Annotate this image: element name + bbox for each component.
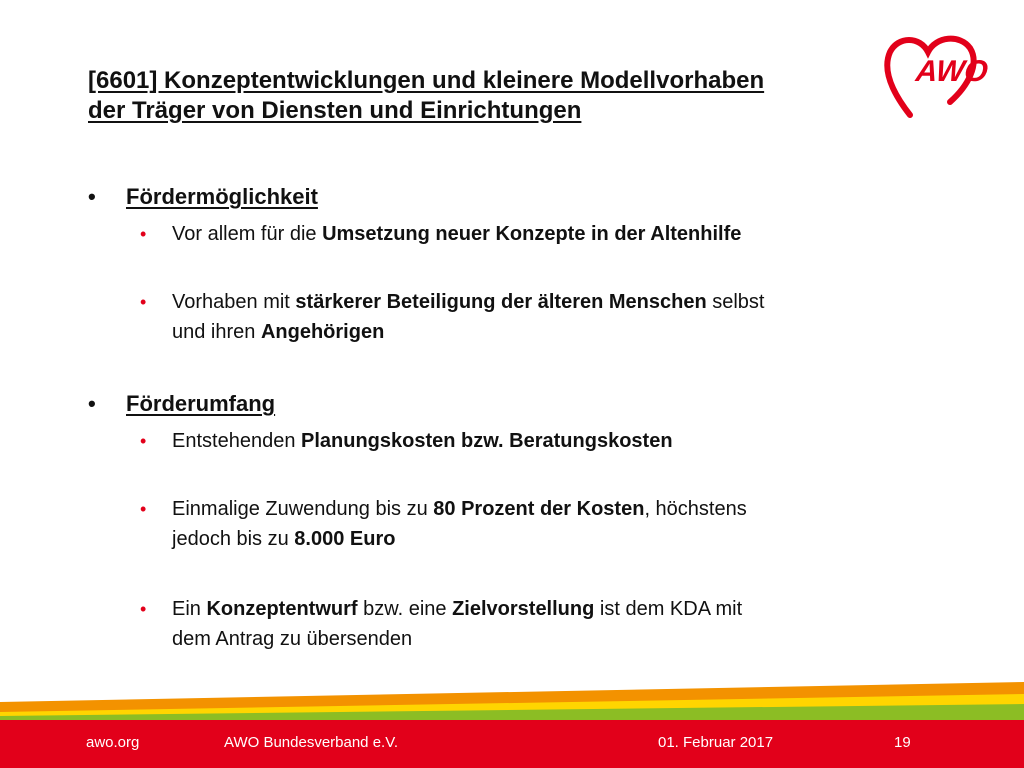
item-text: Vor allem für die — [172, 223, 323, 245]
footer-bar — [0, 720, 1024, 768]
footer-organization: AWO Bundesverband e.V. — [224, 734, 398, 751]
bullet-icon: • — [88, 184, 96, 209]
item-text: selbst — [706, 291, 765, 313]
sub-bullet-icon: • — [140, 224, 147, 244]
item-text: , höchstens — [644, 498, 747, 520]
item-text: und ihren — [172, 321, 261, 343]
item-bold-text: stärkerer Beteiligung der älteren Menschen — [295, 291, 707, 313]
item-bold-text: Angehörigen — [260, 321, 385, 343]
item-bold-text: Umsetzung neuer Konzepte in der Altenhilfe — [322, 223, 742, 245]
item-text: dem Antrag zu übersenden — [172, 628, 413, 650]
section-foerderumfang — [88, 391, 275, 417]
item-text: Einmalige Zuwendung bis zu — [172, 498, 434, 520]
title-line-1: [6601] Konzeptentwicklungen und kleinere Modellvorhaben — [88, 67, 765, 94]
footer-site-link[interactable]: awo.org — [86, 734, 140, 751]
bullet-icon: • — [88, 391, 96, 416]
item-text: Ein — [172, 598, 207, 620]
list-item — [140, 426, 900, 456]
section-heading: Förderumfang — [126, 391, 276, 416]
slide-title — [88, 66, 898, 126]
item-bold-text: Konzeptentwurf — [206, 598, 358, 620]
section-heading: Fördermöglichkeit — [126, 184, 318, 209]
section-foerdermoeglichkeit — [88, 184, 318, 210]
item-text: jedoch bis zu — [172, 528, 295, 550]
item-bold-text: 8.000 Euro — [294, 528, 396, 550]
item-bold-text: 80 Prozent der Kosten — [433, 498, 645, 520]
list-item — [140, 219, 900, 249]
item-bold-text: Planungskosten bzw. Beratungskosten — [301, 430, 673, 452]
footer-date: 01. Februar 2017 — [658, 734, 774, 751]
sub-bullet-icon: • — [140, 431, 147, 451]
item-text: Vorhaben mit — [172, 291, 296, 313]
item-text: bzw. eine — [357, 598, 453, 620]
list-item — [140, 594, 900, 654]
decorative-stripes — [0, 676, 1024, 720]
sub-bullet-icon: • — [140, 292, 147, 312]
sub-bullet-icon: • — [140, 499, 147, 519]
title-line-2: der Träger von Diensten und Einrichtungen — [88, 97, 582, 124]
item-text: Entstehenden — [172, 430, 301, 452]
item-bold-text: Zielvorstellung — [452, 598, 595, 620]
sub-bullet-icon: • — [140, 599, 147, 619]
footer-page-number: 19 — [894, 734, 911, 751]
list-item — [140, 494, 900, 554]
item-text: ist dem KDA mit — [594, 598, 743, 620]
list-item — [140, 287, 900, 347]
awo-logo-text: AWO — [914, 55, 990, 88]
